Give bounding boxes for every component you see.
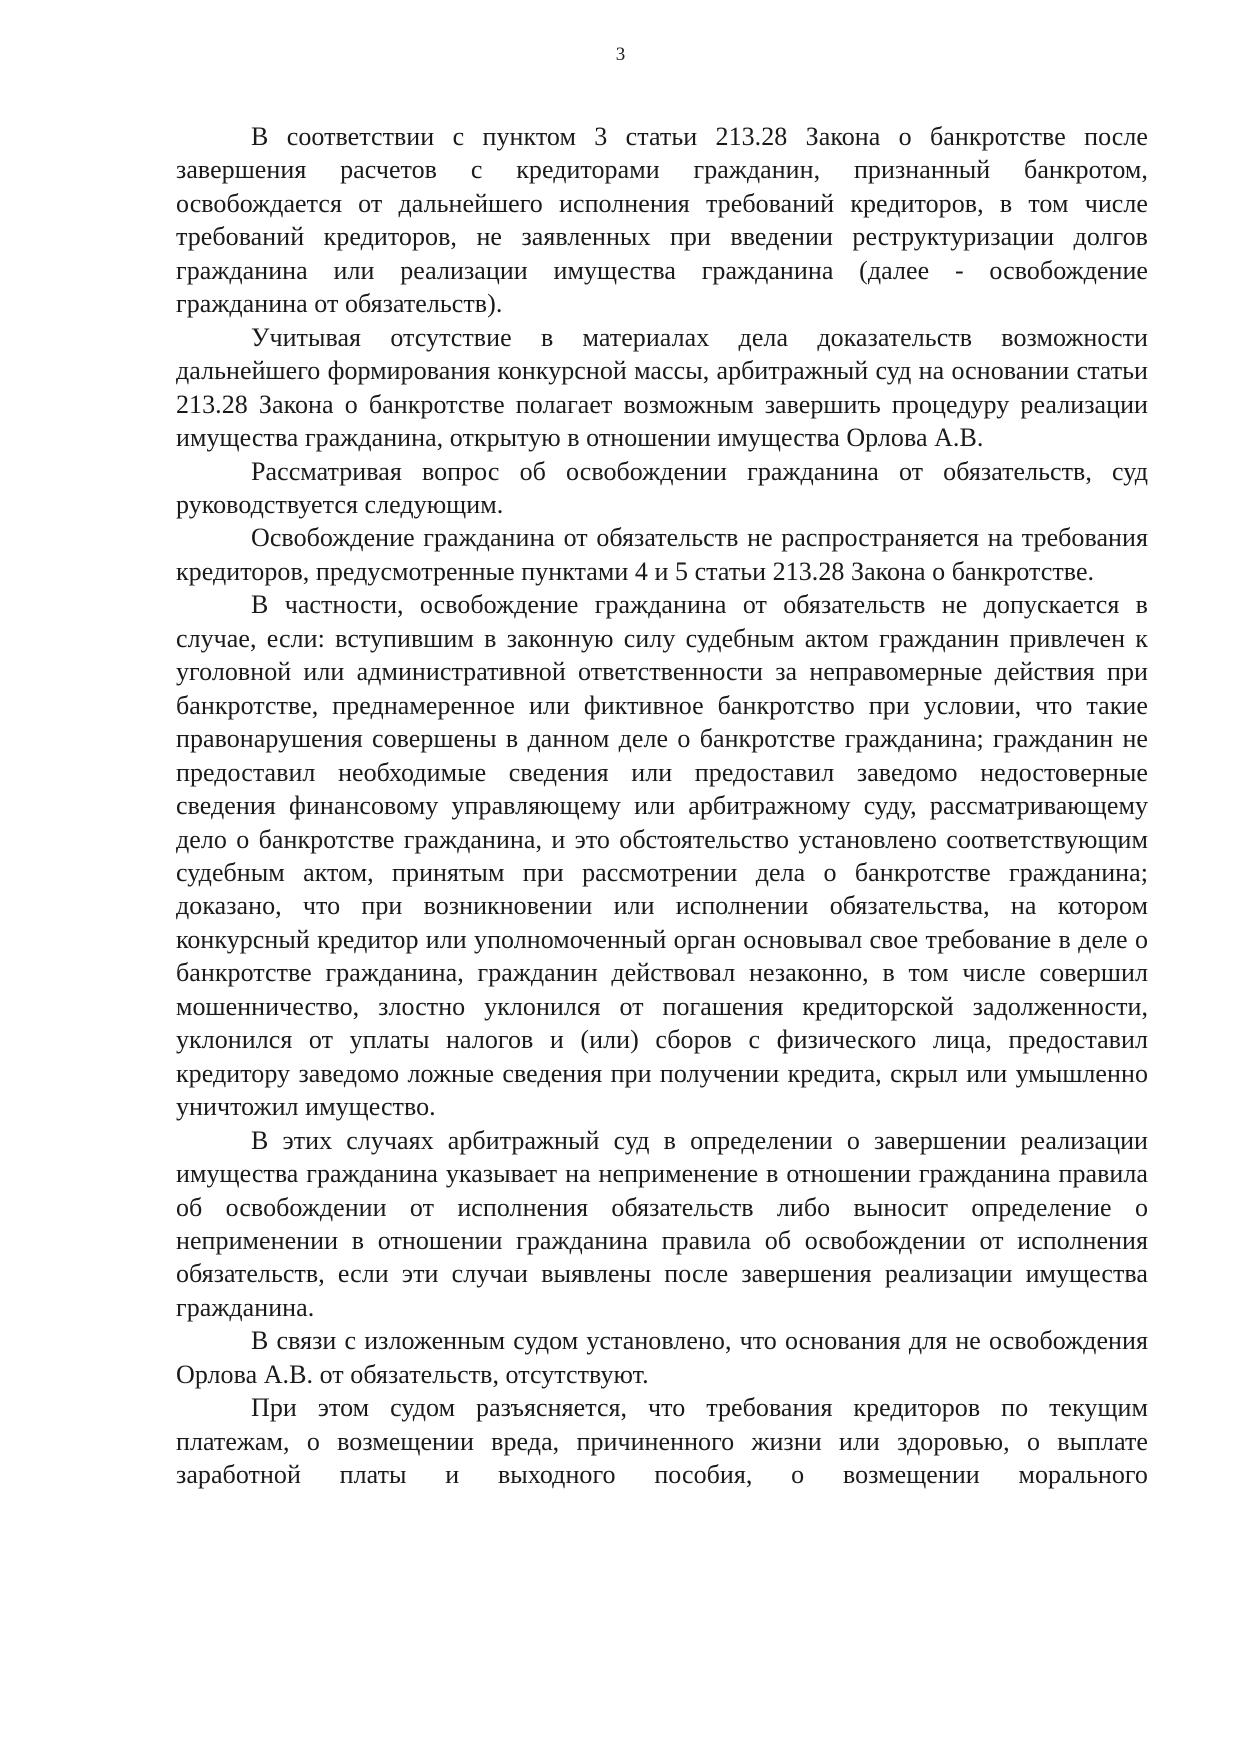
paragraph-2: Учитывая отсутствие в материалах дела доказательств возможности дальнейшего формирования конкурсной массы, арбитражный суд на основании статьи 213.28 Закона о банкротстве полагает возможным завершить процедуру реализации имущества гражданина, открытую в отношении имущества Орлова А.В. (176, 322, 1148, 453)
document-body (176, 120, 1148, 1492)
paragraph-5: В частности, освобождение гражданина от обязательств не допускается в случае, если: вступившим в законную силу судебным актом гражданин привлечен к уголовной или административной ответственности за неправомерные действия при банкротстве, преднамеренное или фиктивное банкротство при условии, что такие правонарушения совершены в данном деле о банкротстве гражданина; гражданин не предоставил необходимые сведения или предоставил заведомо недостоверные сведения финансовому управляющему или арбитражному суду, рассматривающему дело о банкротстве гражданина, и это обстоятельство установлено соответствующим судебным актом, принятым при рассмотрении дела о банкротстве гражданина; доказано, что при возникновении или исполнении обязательства, на котором конкурсный кредитор или уполномоченный орган основывал свое требование в деле о банкротстве гражданина, гражданин действовал незаконно, в том числе совершил мошенничество, злостно уклонился от погашения кредиторской задолженности, уклонился от уплаты налогов и (или) сборов с физического лица, предоставил кредитору заведомо ложные сведения при получении кредита, скрыл или умышленно уничтожил имущество. (176, 590, 1148, 1122)
page-number: 3 (615, 44, 626, 65)
paragraph-7: В связи с изложенным судом установлено, что основания для не освобождения Орлова А.В. от обязательств, отсутствуют. (176, 1326, 1148, 1389)
paragraph-6: В этих случаях арбитражный суд в определении о завершении реализации имущества гражданина указывает на неприменение в отношении гражданина правила об освобождении от исполнения обязательств либо выносит определение о неприменении в отношении гражданина правила об освобождении от исполнения обязательств, если эти случаи выявлены после завершения реализации имущества гражданина. (176, 1125, 1148, 1322)
paragraph-1: В соответствии с пунктом 3 статьи 213.28 Закона о банкротстве после завершения расчетов с кредиторами гражданин, признанный банкротом, освобождается от дальнейшего исполнения требований кредиторов, в том числе требований кредиторов, не заявленных при введении реструктуризации долгов гражданина или реализации имущества гражданина (далее - освобождение гражданина от обязательств). (176, 122, 1148, 319)
paragraph-8: При этом судом разъясняется, что требования кредиторов по текущим платежам, о возмещении вреда, причиненного жизни или здоровью, о выплате заработной платы и выходного пособия, о возмещении морального (176, 1393, 1148, 1490)
paragraph-3: Рассматривая вопрос об освобождении гражданина от обязательств, суд руководствуется следующим. (176, 456, 1148, 519)
paragraph-4: Освобождение гражданина от обязательств не распространяется на требования кредиторов, предусмотренные пунктами 4 и 5 статьи 213.28 Закона о банкротстве. (176, 523, 1148, 586)
